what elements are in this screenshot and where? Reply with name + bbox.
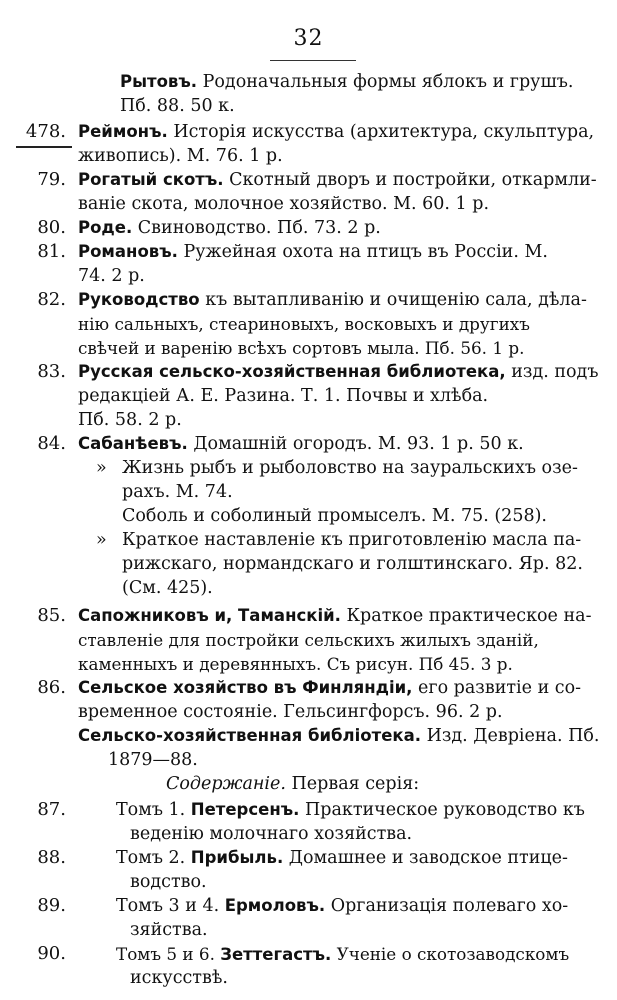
entry-number: 82. [37, 289, 66, 310]
entry-text: Домашній огородъ. М. 93. 1 р. 50 к. [193, 434, 524, 454]
entry-text: Ружейная охота на птицъ въ Россіи. М. [183, 242, 548, 262]
entry-number: 83. [37, 361, 66, 382]
entry-continuation: нію сальныхъ, стеариновыхъ, восковыхъ и другихъ [78, 314, 530, 334]
entry-text: къ вытапливанію и очищенію сала, дѣла- [205, 290, 587, 310]
ditto-mark: » [96, 530, 107, 550]
entry-number: 89. [37, 895, 66, 916]
entry-text: Скотный дворъ и постройки, откармли- [229, 170, 597, 190]
entry-continuation: искусствѣ. [130, 968, 228, 988]
volume-label: Томъ 2. [116, 848, 186, 868]
entry-sapozhnikov [78, 604, 591, 628]
entry-volume-1 [116, 798, 585, 822]
volume-label: Томъ 5 и 6. [116, 944, 215, 964]
entry-number: 81. [37, 241, 66, 262]
entry-continuation: рижскаго, нормандскаго и голштинскаго. Яр. 82. [122, 554, 583, 574]
page-number: 32 [293, 26, 324, 51]
entry-volume-3-4 [116, 894, 568, 918]
entry-author: Рогатый скотъ. [78, 170, 224, 189]
entry-author: Русская сельско-хозяйственная библиотека, [78, 362, 506, 381]
entry-subitem [96, 456, 578, 480]
contents-series: Первая серія: [291, 774, 420, 794]
entry-number: 478. [25, 121, 66, 142]
entry-continuation: живопись). М. 76. 1 р. [78, 146, 283, 166]
entry-subitem: Соболь и соболиный промыселъ. М. 75. (258). [122, 506, 547, 526]
entry-rogaty-skot [78, 168, 597, 192]
volume-label: Томъ 3 и 4. [116, 896, 220, 916]
entry-text: Организація полеваго хо- [330, 896, 569, 916]
entry-author: Зеттегастъ. [220, 945, 332, 964]
series-heading [78, 724, 599, 748]
entry-continuation: временное состояніе. Гельсингфорсъ. 96. 2 р. [78, 702, 503, 722]
entry-continuation: веденію молочнаго хозяйства. [130, 824, 413, 844]
entry-continuation: (См. 425). [122, 578, 213, 598]
series-publisher: Изд. Девріена. Пб. [426, 726, 600, 746]
entry-rode [78, 216, 381, 240]
entry-number: 86. [37, 677, 66, 698]
entry-continuation: рахъ. М. 74. [122, 482, 233, 502]
ditto-mark: » [96, 458, 107, 478]
entry-rukovodstvo [78, 288, 587, 312]
entry-volume-5-6 [116, 942, 569, 967]
entry-author: Роде. [78, 218, 133, 237]
entry-text: Свиноводство. Пб. 73. 2 р. [137, 218, 381, 238]
volume-label: Томъ 1. [116, 800, 186, 820]
page-number-rule [270, 60, 356, 61]
entry-continuation: 74. 2 р. [78, 266, 145, 286]
entry-continuation: каменныхъ и деревянныхъ. Съ рисун. Пб 45. 3 р. [78, 654, 513, 674]
entry-continuation: Пб. 88. 50 к. [120, 96, 235, 116]
entry-continuation: зяйства. [130, 920, 208, 940]
entry-russkaya-biblioteka [78, 360, 598, 384]
entry-continuation: Пб. 58. 2 р. [78, 410, 182, 430]
entry-text: Практическое руководство къ [304, 800, 585, 820]
contents-label: Содержаніе. [166, 774, 286, 794]
entry-author: Ермоловъ. [224, 896, 326, 915]
entry-text: Родоначальныя формы яблокъ и грушъ. [202, 72, 574, 92]
series-contents [166, 772, 419, 796]
entry-continuation: свѣчей и варенію всѣхъ сортовъ мыла. Пб. 56. 1 р. [78, 338, 525, 358]
entry-number: 85. [37, 605, 66, 626]
entry-continuation: ваніе скота, молочное хозяйство. М. 60. 1 р. [78, 194, 490, 214]
entry-number: 80. [37, 217, 66, 238]
entry-subitem [96, 528, 581, 552]
entry-text: Жизнь рыбъ и рыболовство на зауральскихъ озе- [122, 458, 578, 478]
series-years: 1879—88. [108, 750, 198, 770]
series-title: Сельско-хозяйственная библіотека. [78, 726, 421, 745]
entry-author: Прибыль. [190, 848, 284, 867]
entry-reimon [78, 120, 594, 144]
entry-text: изд. подъ [511, 362, 599, 382]
entry-number: 84. [37, 433, 66, 454]
entry-author: Романовъ. [78, 242, 178, 261]
handwritten-underline [16, 146, 72, 148]
entry-rytov [120, 70, 573, 94]
entry-text: его развитіе и со- [418, 678, 582, 698]
entry-text: Краткое практическое на- [346, 606, 592, 626]
entry-author: Сапожниковъ и, Таманскій. [78, 606, 341, 625]
entry-continuation: водство. [130, 872, 207, 892]
entry-number: 88. [37, 847, 66, 868]
entry-text: Краткое наставленіе къ приготовленію масла па- [122, 530, 582, 550]
entry-number: 79. [37, 169, 66, 190]
entry-continuation: ставленіе для постройки сельскихъ жилыхъ зданій, [78, 630, 539, 650]
entry-finland [78, 676, 581, 700]
entry-text: Исторія искусства (архитектура, скульптура, [173, 122, 595, 142]
entry-number: 87. [37, 799, 66, 820]
entry-text: Домашнее и заводское птице- [288, 848, 568, 868]
entry-volume-2 [116, 846, 568, 870]
entry-author: Петерсенъ. [190, 800, 300, 819]
entry-author: Сельское хозяйство въ Финляндіи, [78, 678, 413, 697]
entry-author: Рытовъ. [120, 72, 198, 91]
entry-text: Ученіе о скотозаводскомъ [336, 944, 570, 964]
entry-author: Сабанѣевъ. [78, 434, 188, 453]
entry-continuation: редакціей А. Е. Разина. Т. 1. Почвы и хлѣба. [78, 386, 489, 406]
entry-author: Руководство [78, 290, 200, 309]
entry-sabaneev [78, 432, 524, 456]
entry-author: Реймонъ. [78, 122, 168, 141]
entry-romanov [78, 240, 548, 264]
entry-number: 90. [37, 943, 66, 964]
